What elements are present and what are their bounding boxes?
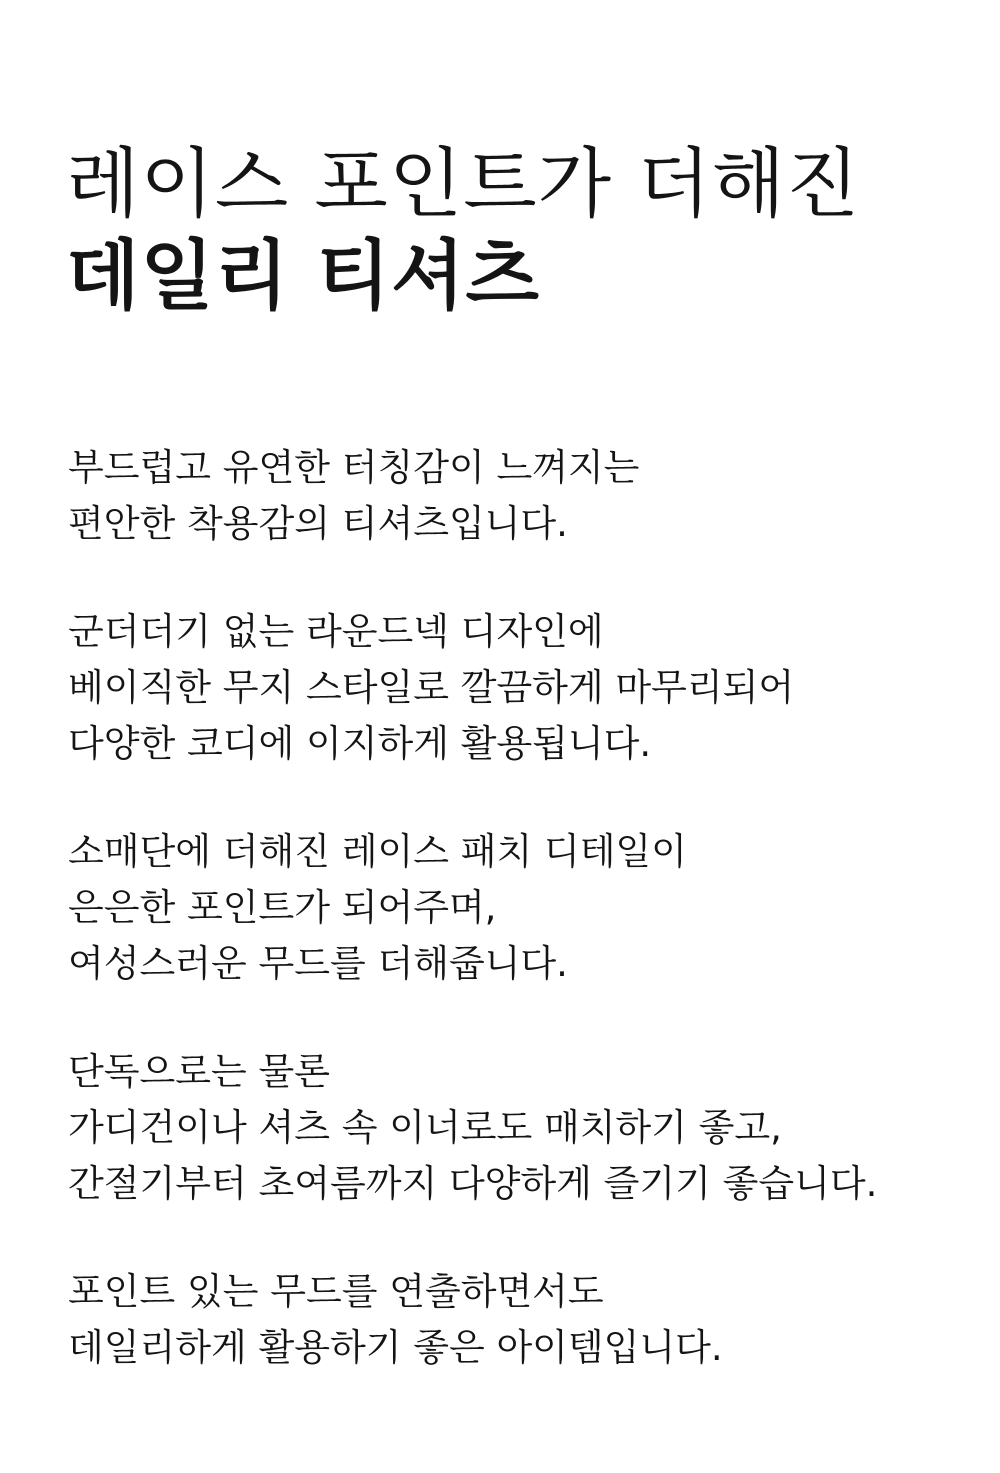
description-paragraph-2 (68, 604, 988, 772)
description-paragraph-5 (68, 1264, 988, 1376)
description-paragraph-3 (68, 824, 988, 992)
description-paragraph-1 (68, 440, 988, 552)
paragraph-line: 군더더기 없는 라운드넥 디자인에 (68, 610, 604, 653)
description-paragraph-4 (68, 1044, 988, 1212)
headline-line-2: 데일리 티셔츠 (66, 231, 540, 320)
paragraph-line: 소매단에 더해진 레이스 패치 디테일이 (68, 830, 687, 873)
headline (66, 138, 966, 322)
paragraph-line: 은은한 포인트가 되어주며, (68, 886, 497, 929)
paragraph-line: 포인트 있는 무드를 연출하면서도 (68, 1270, 604, 1313)
paragraph-line: 단독으로는 물론 (68, 1050, 330, 1093)
description-body (68, 440, 988, 1376)
paragraph-line: 가디건이나 셔츠 속 이너로도 매치하기 좋고, (68, 1106, 782, 1149)
paragraph-line: 여성스러운 무드를 더해줍니다. (68, 942, 568, 985)
paragraph-line: 베이직한 무지 스타일로 깔끔하게 마무리되어 (68, 666, 795, 709)
paragraph-line: 부드럽고 유연한 터칭감이 느껴지는 (68, 446, 640, 489)
paragraph-line: 다양한 코디에 이지하게 활용됩니다. (68, 722, 652, 765)
headline-line-1: 레이스 포인트가 더해진 (66, 139, 861, 228)
paragraph-line: 데일리하게 활용하기 좋은 아이템입니다. (68, 1326, 723, 1369)
paragraph-line: 편안한 착용감의 티셔츠입니다. (68, 502, 568, 545)
paragraph-line: 간절기부터 초여름까지 다양하게 즐기기 좋습니다. (68, 1162, 878, 1205)
